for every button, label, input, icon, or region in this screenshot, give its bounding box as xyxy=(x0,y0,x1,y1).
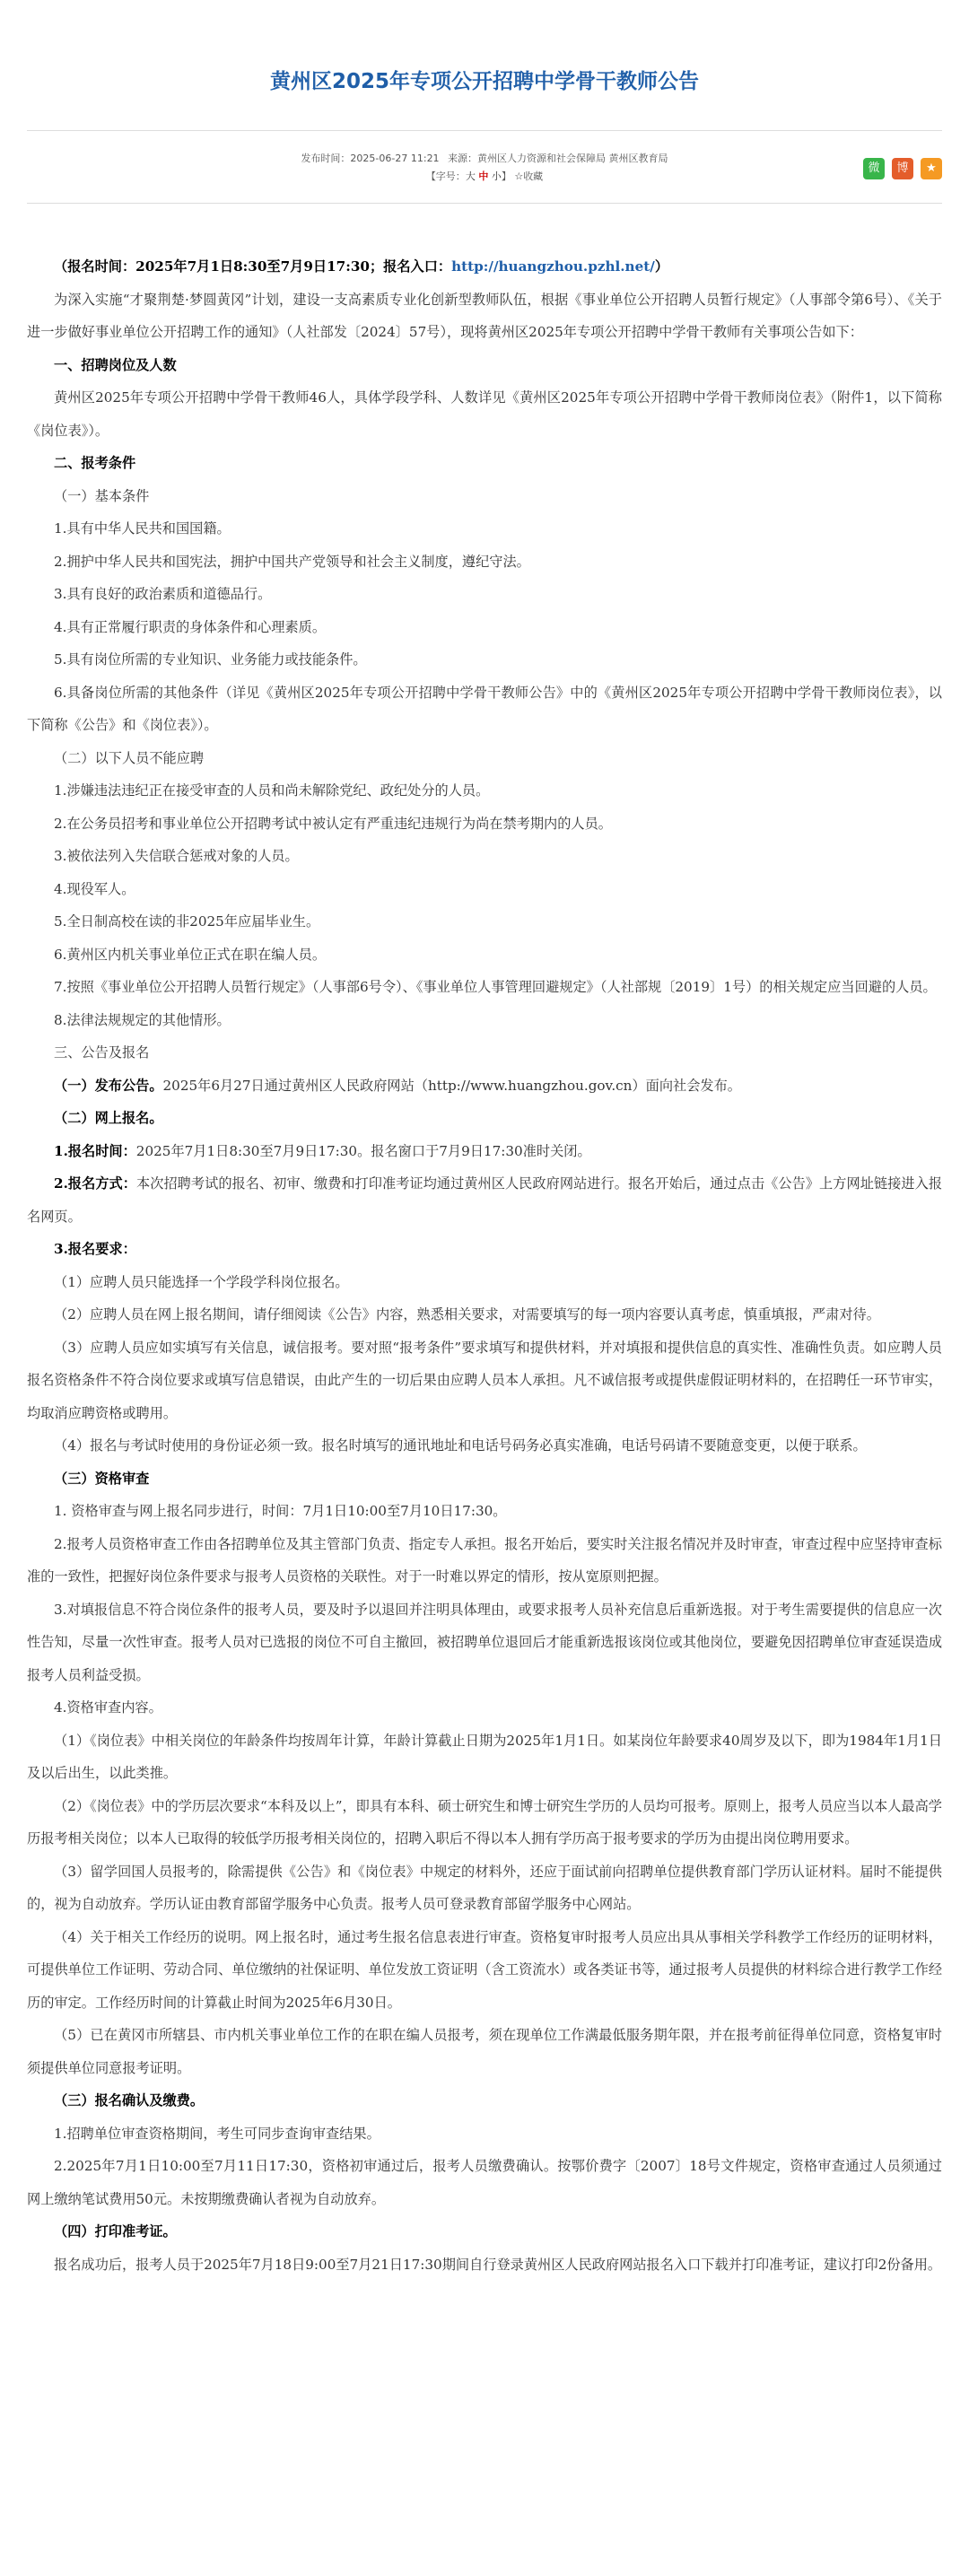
subsection-heading: （二）以下人员不能应聘 xyxy=(54,749,205,766)
subsection-heading: （三）资格审查 xyxy=(54,1470,150,1487)
article-source: 来源：黄州区人力资源和社会保障局 黄州区教育局 xyxy=(448,153,668,164)
list-item: 4.现役军人。 xyxy=(54,880,135,897)
article xyxy=(27,0,942,2281)
list-item: 3.对填报信息不符合岗位条件的报考人员，要及时予以退回并注明具体理由，或要求报考人员补充信息后重新选报。对于考生需要提供的信息应一次性告知，尽量一次性审查。报考人员对已选报的岗位不可自主撤回，被招聘单位退回后才能重新选报该岗位或其他岗位，要避免因招聘单位审查延误造成报考人员利益受损。 xyxy=(27,1601,942,1683)
registration-link[interactable]: http://huangzhou.pzhl.net/ xyxy=(451,258,655,275)
font-size-small-button[interactable]: 小 xyxy=(491,170,502,182)
paragraph: 报名成功后，报考人员于2025年7月18日9:00至7月21日17:30期间自行登录黄州区人民政府网站报名入口下载并打印准考证，建议打印2份备用。 xyxy=(54,2256,942,2273)
list-item: （4）关于相关工作经历的说明。网上报名时，通过考生报名信息表进行审查。资格复审时报考人员应出具从事相关学科教学工作经历的证明材料，可提供单位工作证明、劳动合同、单位缴纳的社保证明、单位发放工资证明（含工资流水）或各类证书等，通过报考人员提供的材料综合进行教学工作经历的审定。工作经历时间的计算截止时间为2025年6月30日。 xyxy=(27,1928,942,2011)
favorite-link[interactable]: 收藏 xyxy=(523,170,544,182)
list-item: 1.涉嫌违法违纪正在接受审查的人员和尚未解除党纪、政纪处分的人员。 xyxy=(54,782,490,799)
paragraph: 黄州区2025年专项公开招聘中学骨干教师46人，具体学段学科、人数详见《黄州区2025年专项公开招聘中学骨干教师岗位表》（附件1，以下简称《岗位表》）。 xyxy=(27,389,942,439)
list-item: 2.报考人员资格审查工作由各招聘单位及其主管部门负责、指定专人承担。报名开始后，要实时关注报名情况并及时审查，审查过程中应坚持审查标准的一致性，把握好岗位条件要求与报考人员资格的关联性。对于一时难以界定的情形，按从宽原则把握。 xyxy=(27,1535,942,1585)
article-body xyxy=(27,204,942,2281)
star-icon[interactable]: ☆ xyxy=(514,170,524,182)
intro-paragraph: 为深入实施“才聚荆楚·梦圆黄冈”计划，建设一支高素质专业化创新型教师队伍，根据《事业单位公开招聘人员暂行规定》（人事部令第6号）、《关于进一步做好事业单位公开招聘工作的通知》（人社部发〔2024〕57号），现将黄州区2025年专项公开招聘中学骨干教师有关事项公告如下： xyxy=(27,291,942,340)
share-buttons xyxy=(863,158,942,179)
list-item: （4）报名与考试时使用的身份证必须一致。报名时填写的通讯地址和电话号码务必真实准确，电话号码请不要随意变更，以便于联系。 xyxy=(54,1437,867,1454)
list-item: 8.法律法规规定的其他情形。 xyxy=(54,1011,231,1028)
list-item: 3.具有良好的政治素质和道德品行。 xyxy=(54,586,272,602)
font-size-label-end: 】 xyxy=(501,170,511,182)
list-item: 1.招聘单位审查资格期间，考生可同步查询审查结果。 xyxy=(54,2125,380,2142)
font-size-large-button[interactable]: 大 xyxy=(465,170,476,182)
list-item: 5.全日制高校在读的非2025年应届毕业生。 xyxy=(54,913,320,930)
paragraph: 1.报名时间：2025年7月1日8:30至7月9日17:30。报名窗口于7月9日17:30准时关闭。 xyxy=(54,1142,591,1159)
favorite-share-icon[interactable]: ★ xyxy=(921,158,942,179)
list-item: （1）《岗位表》中相关岗位的年龄条件均按周年计算，年龄计算截止日期为2025年1月1日。如某岗位年龄要求40周岁及以下，即为1984年1月1日及以后出生，以此类推。 xyxy=(27,1732,942,1781)
section-heading: 一、招聘岗位及人数 xyxy=(54,356,177,373)
page-title: 黄州区2025年专项公开招聘中学骨干教师公告 xyxy=(269,70,699,93)
list-item: 4.资格审查内容。 xyxy=(54,1699,162,1716)
list-item: 2.拥护中华人民共和国宪法，拥护中国共产党领导和社会主义制度，遵纪守法。 xyxy=(54,553,530,570)
list-item: 6.具备岗位所需的其他条件（详见《黄州区2025年专项公开招聘中学骨干教师公告》中的《黄州区2025年专项公开招聘中学骨干教师岗位表》，以下简称《公告》和《岗位表》）。 xyxy=(27,684,942,733)
font-size-label: 【字号： xyxy=(425,170,466,182)
article-meta xyxy=(27,131,942,203)
list-item: （1）应聘人员只能选择一个学段学科岗位报名。 xyxy=(54,1273,349,1290)
wechat-share-icon[interactable]: 微 xyxy=(863,158,885,179)
subsection-heading: （一）基本条件 xyxy=(54,487,150,504)
publish-time: 发布时间：2025-06-27 11:21 xyxy=(301,153,440,164)
list-item: 1.具有中华人民共和国国籍。 xyxy=(54,520,231,537)
list-item: 2.在公务员招考和事业单位公开招聘考试中被认定有严重违纪违规行为尚在禁考期内的人员。 xyxy=(54,815,612,832)
section-heading: 三、公告及报名 xyxy=(54,1044,150,1061)
list-item: （3）应聘人员应如实填写有关信息，诚信报考。要对照“报考条件”要求填写和提供材料，并对填报和提供信息的真实性、准确性负责。如应聘人员报名资格条件不符合岗位要求或填写信息错误，由此产生的一切后果由应聘人员本人承担。凡不诚信报考或提供虚假证明材料的，在招聘任一环节审实，均取消应聘资格或聘用。 xyxy=(27,1339,942,1421)
subsection-heading: （二）网上报名。 xyxy=(54,1110,163,1126)
list-item: 3.被依法列入失信联合惩戒对象的人员。 xyxy=(54,848,299,864)
subsection-heading: （四）打印准考证。 xyxy=(54,2223,177,2240)
list-item: （3）留学回国人员报考的，除需提供《公告》和《岗位表》中规定的材料外，还应于面试前向招聘单位提供教育部门学历认证材料。届时不能提供的，视为自动放弃。学历认证由教育部留学服务中心负责。报考人员可登录教育部留学服务中心网站。 xyxy=(27,1863,942,1912)
list-item: （5）已在黄冈市所辖县、市内机关事业单位工作的在职在编人员报考，须在现单位工作满最低服务期年限，并在报考前征得单位同意，资格复审时须提供单位同意报考证明。 xyxy=(27,2027,942,2076)
font-size-medium-button[interactable]: 中 xyxy=(478,170,489,182)
list-item: 4.具有正常履行职责的身体条件和心理素质。 xyxy=(54,618,327,635)
paragraph: （一）发布公告。2025年6月27日通过黄州区人民政府网站（http://www.huangzhou.gov.cn）面向社会发布。 xyxy=(54,1077,741,1094)
list-item: 1. 资格审查与网上报名同步进行，时间：7月1日10:00至7月10日17:30。 xyxy=(54,1503,507,1519)
list-item: （2）应聘人员在网上报名期间，请仔细阅读《公告》内容，熟悉相关要求，对需要填写的每一项内容要认真考虑，慎重填报，严肃对待。 xyxy=(54,1306,880,1323)
list-item: 2.2025年7月1日10:00至7月11日17:30，资格初审通过后，报考人员缴费确认。按鄂价费字〔2007〕18号文件规定，资格审查通过人员须通过网上缴纳笔试费用50元。未按期缴费确认者视为自动放弃。 xyxy=(27,2158,942,2207)
list-item: 6.黄州区内机关事业单位正式在职在编人员。 xyxy=(54,946,327,963)
paragraph: 2.报名方式：本次招聘考试的报名、初审、缴费和打印准考证均通过黄州区人民政府网站进行。报名开始后，通过点击《公告》上方网址链接进入报名网页。 xyxy=(27,1175,943,1225)
registration-note: （报名时间：2025年7月1日8:30至7月9日17:30；报名入口：http://huangzhou.pzhl.net/） xyxy=(54,258,669,275)
list-item: （2）《岗位表》中的学历层次要求“本科及以上”，即具有本科、硕士研究生和博士研究生学历的人员均可报考。原则上，报考人员应当以本人最高学历报考相关岗位；以本人已取得的较低学历报考相关岗位的，招聘入职后不得以本人拥有学历高于报考要求的学历为由提出岗位聘用要求。 xyxy=(27,1797,942,1847)
list-item: 7.按照《事业单位公开招聘人员暂行规定》（人事部6号令）、《事业单位人事管理回避规定》（人社部规〔2019〕1号）的相关规定应当回避的人员。 xyxy=(54,979,937,995)
subsection-heading: 3.报名要求： xyxy=(54,1241,136,1257)
weibo-share-icon[interactable]: 博 xyxy=(892,158,913,179)
list-item: 5.具有岗位所需的专业知识、业务能力或技能条件。 xyxy=(54,651,367,668)
section-heading: 二、报考条件 xyxy=(54,455,136,471)
subsection-heading: （三）报名确认及缴费。 xyxy=(54,2092,205,2109)
